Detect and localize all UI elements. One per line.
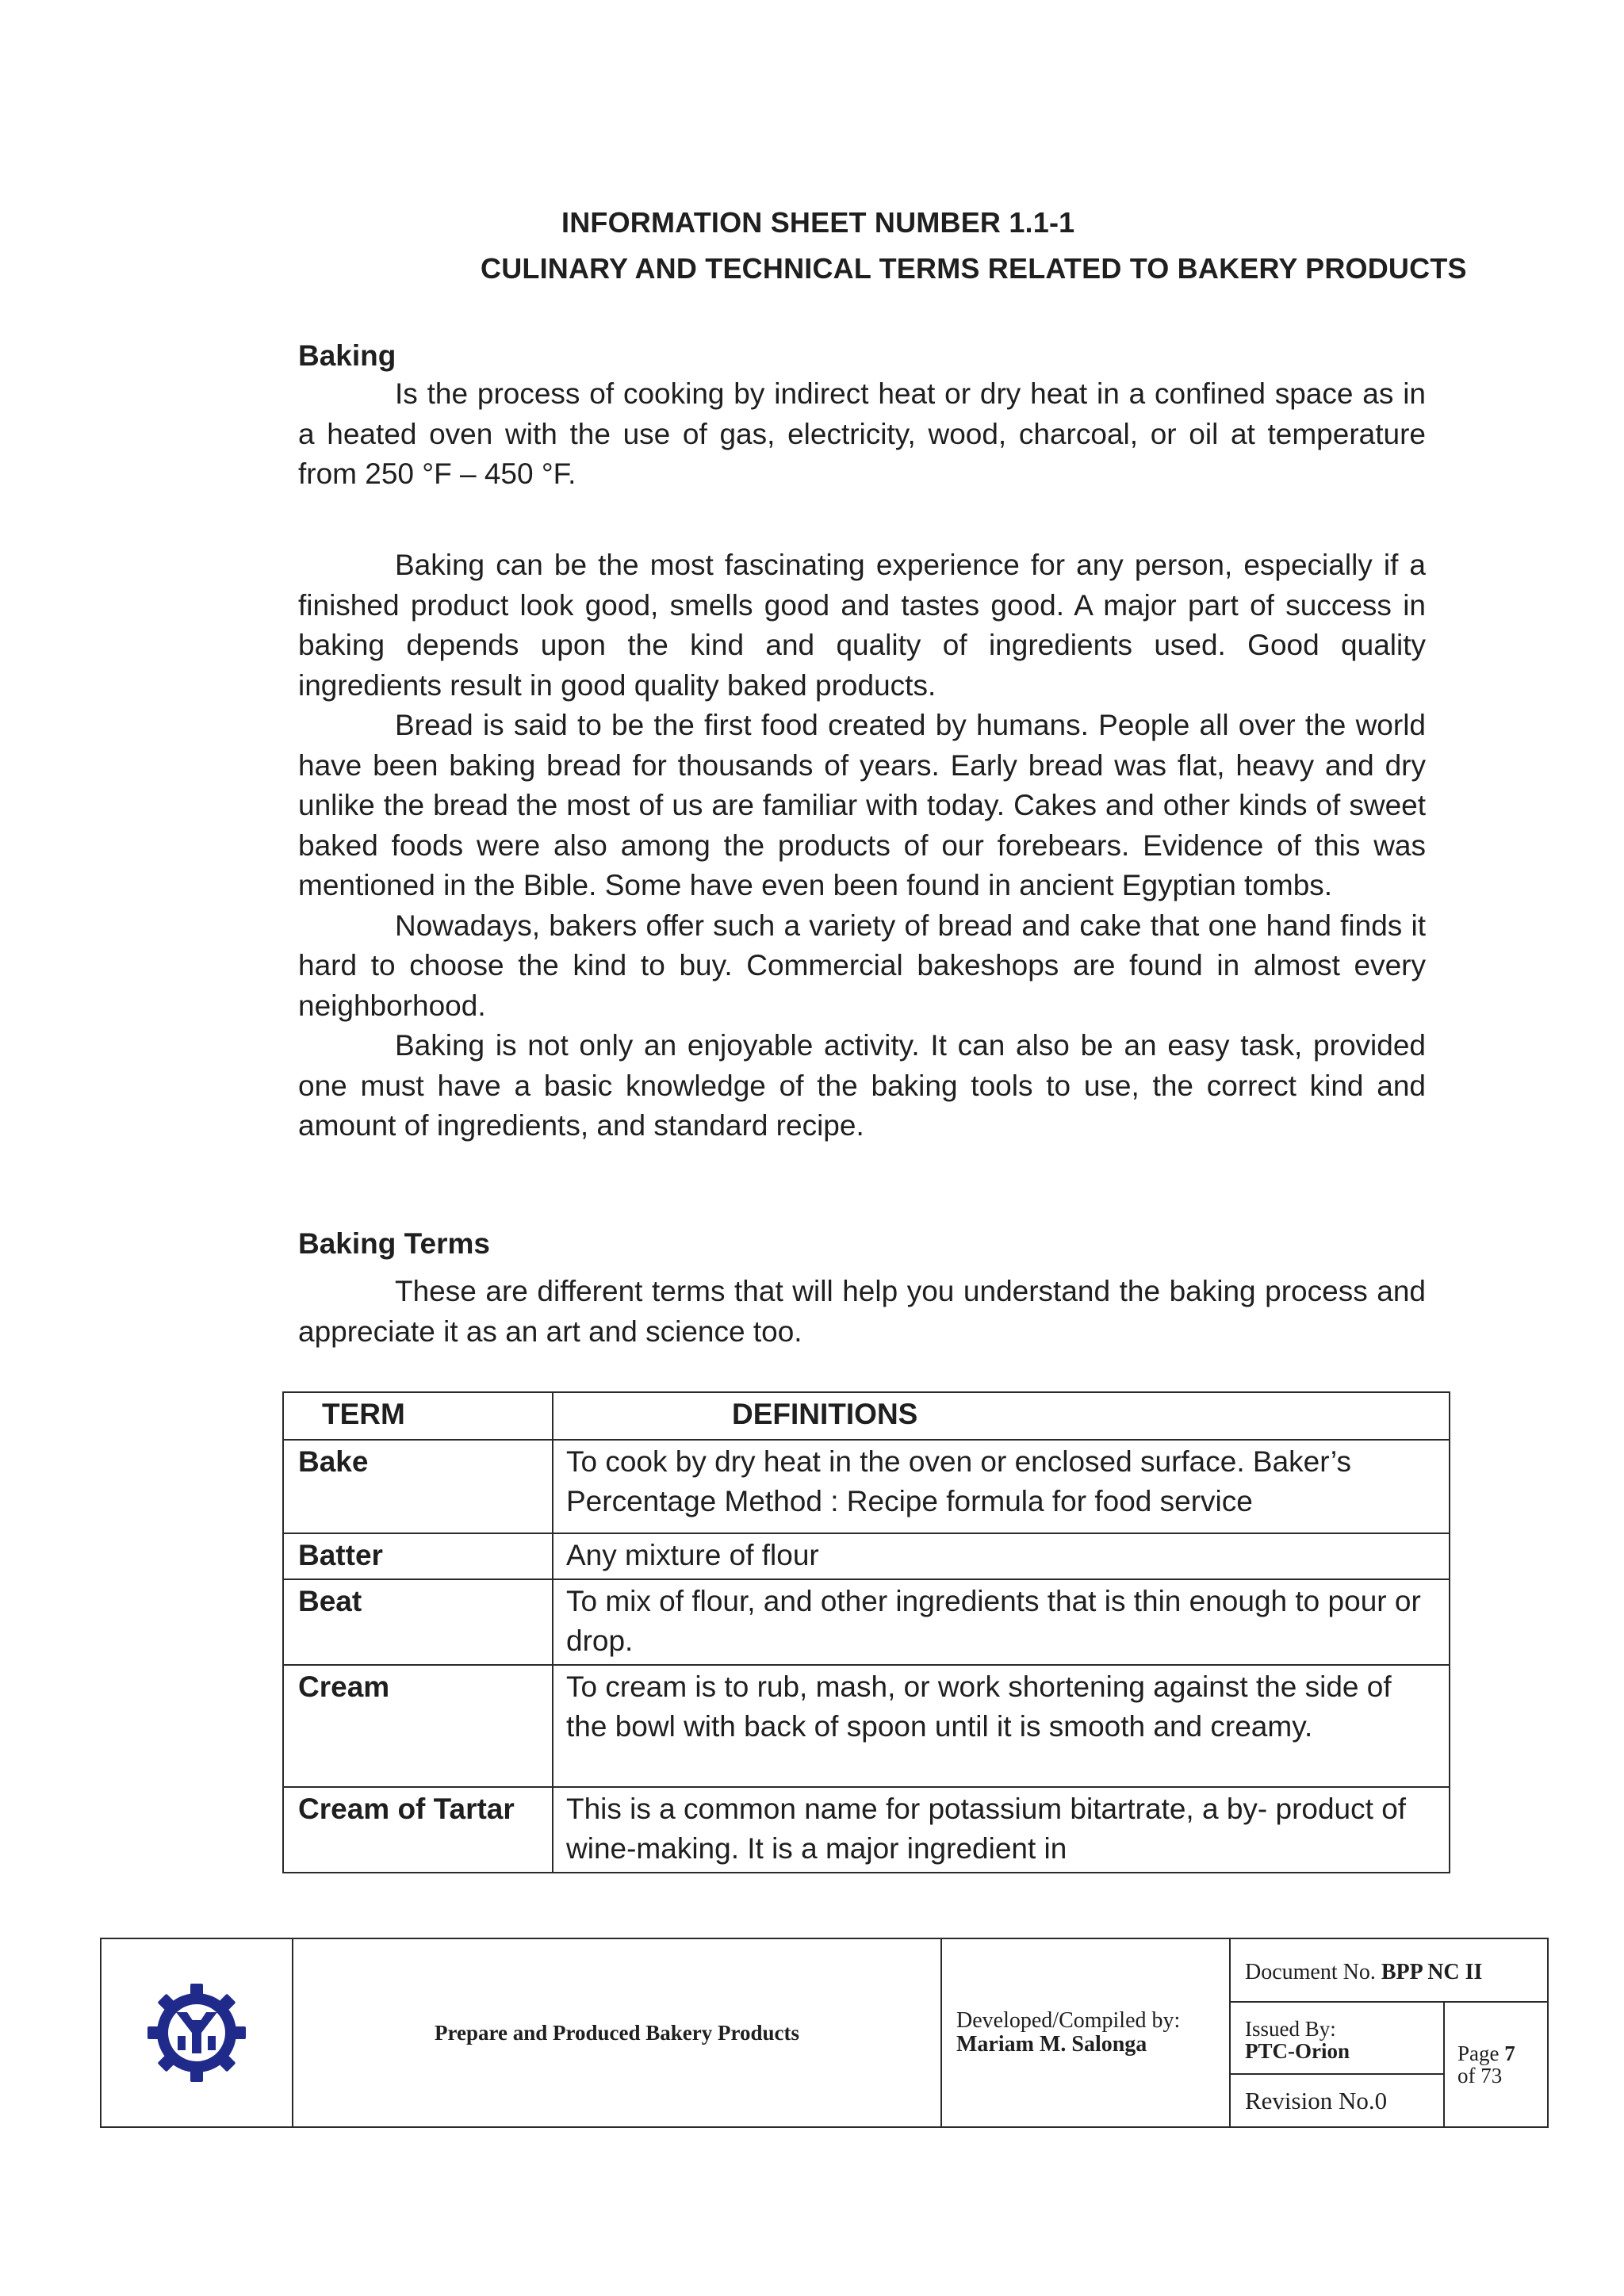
definition-cell: To cream is to rub, mash, or work shortening against the side of the bowl with back of spoon until it is smooth and creamy. — [553, 1665, 1450, 1787]
issuer-name: PTC-Orion — [1245, 2038, 1350, 2063]
definition-cell: To cook by dry heat in the oven or enclosed surface. Baker’s Percentage Method : Recipe formula for food service — [553, 1440, 1450, 1533]
baking-definition-text: Is the process of cooking by indirect heat or dry heat in a confined space as in a heated oven with the use of gas, electricity, wood, charcoal, or oil at temperature from 250 °F – 450 °F. — [298, 377, 1426, 490]
document-number: BPP NC II — [1381, 1960, 1483, 1985]
paragraph-1: Baking can be the most fascinating experience for any person, especially if a finished product look good, smells good and tastes good. A major part of success in baking depends upon the kind and quality of ingredients used. Good quality ingredients result in good quality baked products. — [298, 549, 1426, 702]
sheet-subtitle: CULINARY AND TECHNICAL TERMS RELATED TO BAKERY PRODUCTS — [481, 252, 1467, 285]
paragraph-4: Baking is not only an enjoyable activity. It can also be an easy task, provided one must have a basic knowledge of the baking tools to use, the correct kind and amount of ingredients, and standard recipe. — [298, 1029, 1426, 1142]
baking-terms-intro — [298, 1272, 1426, 1352]
developed-label: Developed/Compiled by: — [956, 2008, 1181, 2033]
developer-name: Mariam M. Salonga — [956, 2032, 1147, 2057]
baking-heading: Baking — [298, 339, 396, 372]
term-cell: Cream — [283, 1665, 553, 1787]
baking-paragraphs — [298, 545, 1426, 1146]
footer-issued-cell — [1230, 2002, 1444, 2074]
term-cell: Bake — [283, 1440, 553, 1533]
footer-page-cell — [1444, 2002, 1548, 2127]
issued-label: Issued By: — [1245, 2016, 1336, 2041]
footer-document-cell — [1230, 1938, 1548, 2002]
page-total: of 73 — [1457, 2064, 1503, 2088]
column-header-term: TERM — [283, 1392, 553, 1440]
terms-table — [282, 1391, 1450, 1873]
table-row — [283, 1665, 1450, 1787]
term-cell: Beat — [283, 1579, 553, 1665]
table-row — [283, 1533, 1450, 1579]
definition-cell: To mix of flour, and other ingredients that is thin enough to pour or drop. — [553, 1579, 1450, 1665]
term-cell: Cream of Tartar — [283, 1787, 553, 1873]
footer-course-title: Prepare and Produced Bakery Products — [293, 1938, 941, 2127]
footer-logo-cell — [101, 1938, 293, 2127]
table-row — [283, 1440, 1450, 1533]
document-footer — [100, 1938, 1549, 2128]
terms-table-header — [283, 1392, 1450, 1440]
table-row — [283, 1579, 1450, 1665]
footer-revision: Revision No.0 — [1230, 2074, 1444, 2127]
page-number: 7 — [1504, 2042, 1515, 2066]
paragraph-3: Nowadays, bakers offer such a variety of bread and cake that one hand finds it hard to choose the kind to buy. Commercial bakeshops are found in almost every neighborhood. — [298, 909, 1426, 1022]
definition-cell: Any mixture of flour — [553, 1533, 1450, 1579]
paragraph-2: Bread is said to be the first food created by humans. People all over the world have been baking bread for thousands of years. Early bread was flat, heavy and dry unlike the bread the most of us are familiar with today. Cakes and other kinds of sweet baked foods were also among the products of our forebears. Evidence of this was mentioned in the Bible. Some have even been found in ancient Egyptian tombs. — [298, 709, 1426, 901]
sheet-number-title: INFORMATION SHEET NUMBER 1.1-1 — [561, 206, 1075, 239]
table-row — [283, 1787, 1450, 1873]
footer-developed-cell — [941, 1938, 1230, 2127]
term-cell: Batter — [283, 1533, 553, 1579]
definition-cell: This is a common name for potassium bitartrate, a by- product of wine-making. It is a major ingredient in — [553, 1787, 1450, 1873]
tesda-gear-logo-icon — [144, 1980, 249, 2085]
page-label: Page — [1457, 2042, 1500, 2066]
document-label: Document No. — [1245, 1960, 1376, 1985]
baking-terms-intro-text: These are different terms that will help you understand the baking process and appreciate it as an art and science too. — [298, 1275, 1426, 1348]
baking-definition — [298, 374, 1426, 495]
baking-terms-heading: Baking Terms — [298, 1227, 490, 1260]
column-header-definitions: DEFINITIONS — [553, 1392, 1450, 1440]
